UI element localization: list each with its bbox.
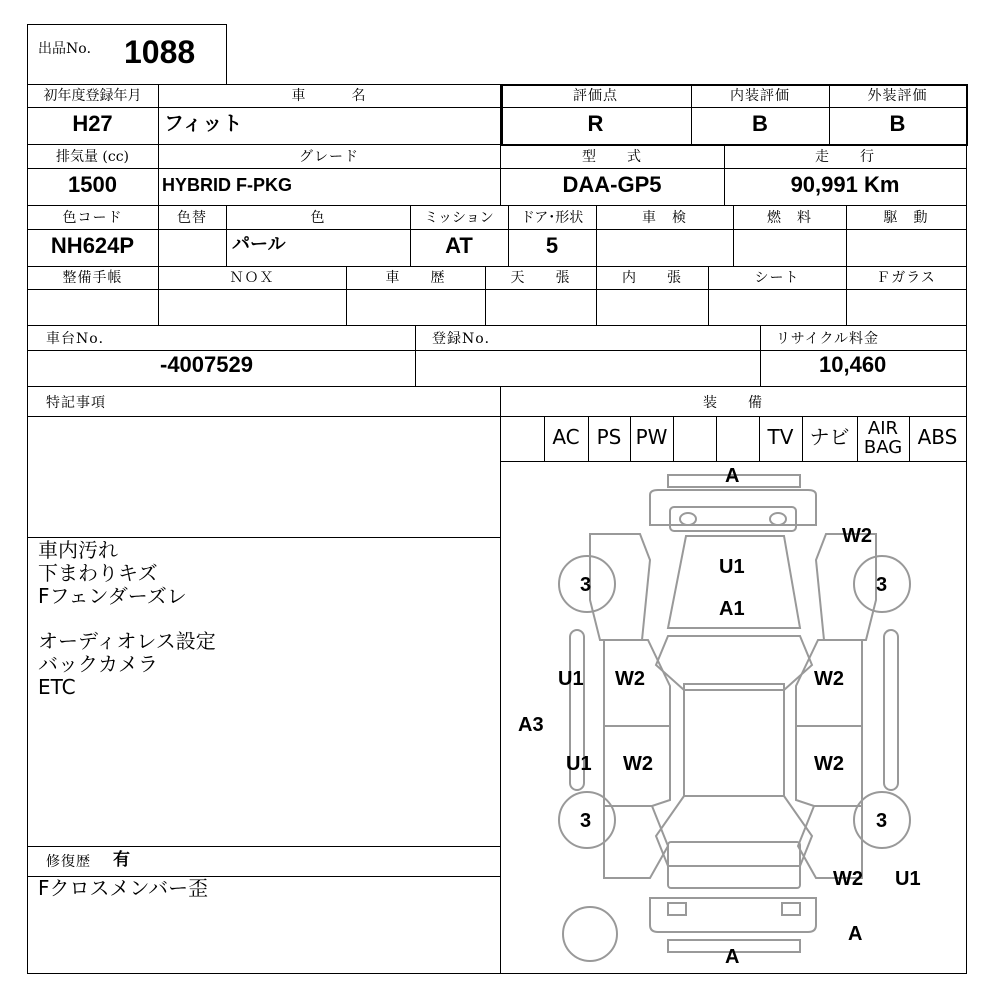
equip-pw: PW: [635, 425, 668, 449]
header-car-name: 車 名: [291, 88, 367, 104]
damage-wheel-front-right: 3: [876, 574, 888, 596]
header-inspection: 車 検: [642, 210, 687, 226]
damage-right-front-door: W2: [814, 668, 844, 690]
damage-wheel-rear-left: 3: [580, 810, 592, 832]
damage-left-front-door-u: U1: [558, 668, 584, 690]
damage-rear-bumper: A: [725, 946, 740, 968]
lot-number: 1088: [124, 34, 196, 70]
header-seat: シート: [754, 270, 800, 286]
header-displacement: 排気量 (cc): [55, 149, 130, 165]
header-first-registration: 初年度登録年月: [43, 88, 142, 104]
damage-left-rear-door-u: U1: [566, 753, 592, 775]
equip-abs: ABS: [917, 425, 958, 449]
damage-left-side: A3: [518, 714, 544, 736]
header-score: 評価点: [573, 88, 618, 104]
equip-airbag: AIR BAG: [863, 418, 903, 458]
chassis-no-value: -4007529: [160, 352, 253, 377]
interior-grade-value: B: [752, 111, 768, 136]
damage-wheel-front-left: 3: [580, 574, 592, 596]
header-chassis-no: 車台No．: [46, 331, 114, 347]
header-doors: ドア･形状: [520, 210, 584, 226]
note-line: 車内汚れ: [38, 538, 118, 562]
note-line: 下まわりキズ: [38, 561, 158, 585]
header-color-change: 色替: [177, 210, 207, 226]
doors-value: 5: [545, 233, 559, 258]
damage-front-bumper: A: [725, 465, 740, 487]
header-exterior-grade: 外装評価: [867, 88, 928, 104]
displacement-value: 1500: [68, 172, 117, 197]
header-mileage: 走 行: [815, 149, 875, 165]
damage-wheel-rear-right: 3: [876, 810, 888, 832]
damage-right-front-fender: W2: [842, 525, 872, 547]
equip-navi: ナビ: [809, 425, 850, 449]
first-registration-value: H27: [72, 111, 113, 136]
color-value: パール: [232, 234, 286, 255]
header-nox: ＮＯＸ: [229, 270, 275, 286]
equipment-header: 装 備: [703, 395, 763, 411]
exterior-grade-value: B: [889, 111, 906, 136]
header-history: 車 歴: [385, 270, 446, 286]
header-color-code: 色コード: [62, 210, 123, 226]
repair-line: Fクロスメンバー歪: [38, 876, 209, 900]
header-registration-no: 登録No．: [432, 331, 500, 347]
note-line: Fフェンダーズレ: [38, 584, 187, 608]
note-line: ETC: [38, 675, 76, 699]
damage-hood-lower: A1: [719, 598, 745, 620]
header-drive: 駆 動: [883, 210, 929, 226]
header-fuel: 燃 料: [767, 210, 812, 226]
model-code-value: DAA-GP5: [562, 172, 662, 197]
equip-tv: TV: [767, 425, 794, 449]
damage-rear-right: A: [848, 923, 863, 945]
transmission-value: AT: [445, 233, 473, 258]
color-code-value: NH624P: [50, 233, 135, 258]
recycle-fee-value: 10,460: [819, 352, 887, 377]
equip-ps: PS: [596, 425, 622, 449]
damage-right-rear-quarter-u: U1: [895, 868, 921, 890]
damage-right-rear-quarter-w: W2: [833, 868, 863, 890]
header-service-record: 整備手帳: [62, 270, 123, 286]
header-color: 色: [310, 210, 326, 226]
repair-value: 有: [113, 850, 130, 870]
lot-label: 出品No．: [38, 41, 101, 57]
note-line: オーディオレス設定: [38, 629, 216, 653]
header-recycle-fee: リサイクル料金: [776, 331, 880, 347]
damage-right-rear-door: W2: [814, 753, 844, 775]
damage-left-rear-door-w: W2: [623, 753, 653, 775]
header-transmission: ミッション: [424, 210, 494, 226]
grade-value: HYBRID F-PKG: [162, 175, 292, 195]
header-headliner: 天 張: [510, 270, 571, 286]
damage-hood-upper: U1: [719, 556, 745, 578]
repair-label: 修復歴: [46, 854, 91, 870]
car-name-value: フィット: [164, 111, 243, 135]
header-grade: グレード: [299, 149, 359, 165]
header-front-glass: Ｆガラス: [876, 270, 936, 286]
header-model-code: 型 式: [582, 149, 642, 165]
note-line: バックカメラ: [38, 652, 158, 676]
equip-ac: AC: [552, 425, 580, 449]
mileage-value: 90,991 Km: [790, 172, 900, 197]
header-interior-grade: 内装評価: [730, 88, 790, 104]
header-interior-trim: 内 張: [622, 270, 682, 286]
damage-left-front-door-w: W2: [615, 668, 645, 690]
notes-header: 特記事項: [46, 395, 106, 411]
score-value: R: [587, 111, 604, 136]
